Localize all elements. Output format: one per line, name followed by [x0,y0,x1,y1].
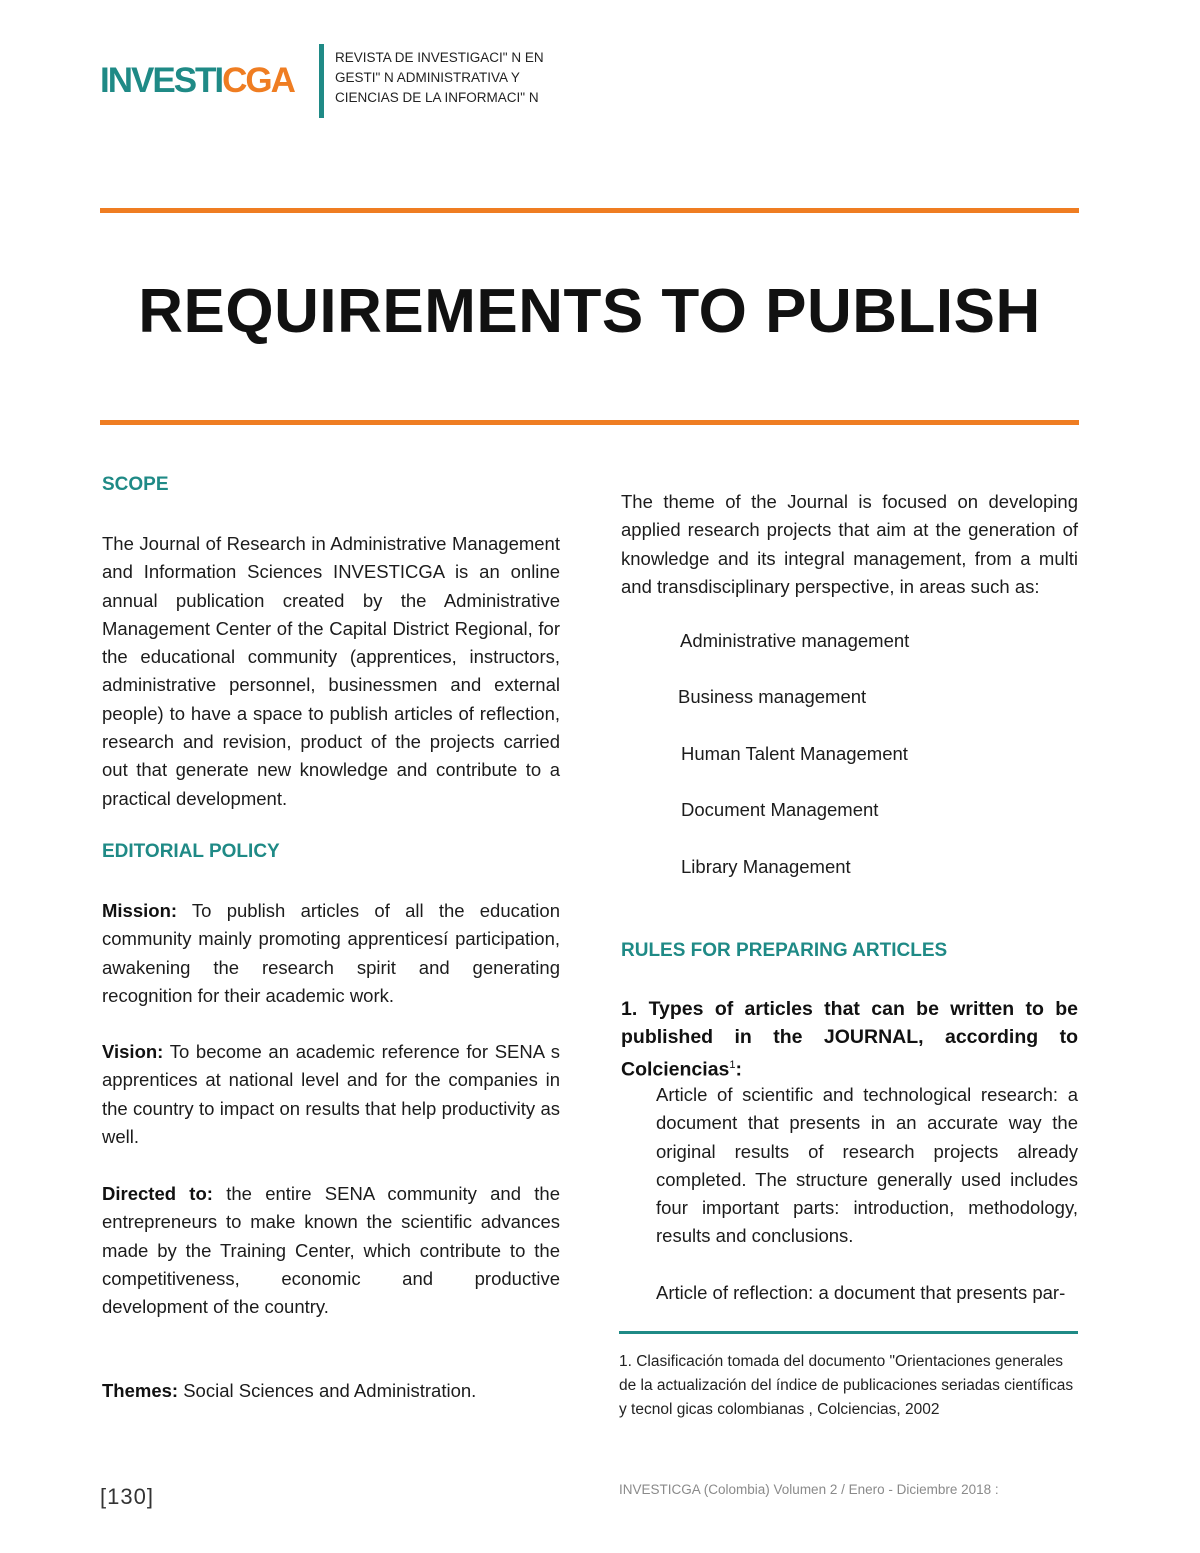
scope-paragraph: The Journal of Research in Administrative Management and Information Sciences INVESTICGA is an online annual publication created by the Administrative Management Center of the Capital District Regional, for the educational community (apprentices, instructors, administrative personnel, businessmen and external people) to have a space to publish articles of reflection, research and revision, product of the projects carried out that generate new knowledge and contribute to a practical development. [102,533,560,809]
footer-citation: INVESTICGA (Colombia) Volumen 2 / Enero - Diciembre 2018 : [619,1482,999,1497]
mission-text: To publish articles of all the education community mainly promoting apprenticesí participation, awakening the research spirit and generating recognition for their academic work. [102,900,560,1006]
rules-heading: RULES FOR PREPARING ARTICLES [621,940,948,961]
footnote: 1. Clasificación tomada del documento "Orientaciones generales de la actualización del índice de publicaciones seriadas científicas y tecnol gicas colombianas , Colciencias, 2002 [619,1353,1074,1418]
themes-paragraph [102,1377,560,1405]
editorial-policy-heading: EDITORIAL POLICY [102,841,280,862]
page-title: REQUIREMENTS TO PUBLISH [138,277,1041,346]
mission-label: Mission: [102,900,178,921]
footnote-rule [619,1331,1078,1334]
directed-paragraph [102,1180,560,1321]
article-types-heading-text: 1. Types of articles that can be written to be published in the JOURNAL, according to Colciencias [621,998,1078,1081]
scope-heading: SCOPE [102,474,169,495]
title-rule-bottom [100,420,1079,425]
area-list-item: Human Talent Management [681,743,908,764]
footnote-ref: 1 [729,1059,736,1071]
article-type-reflection: Article of reflection: a document that presents par- [656,1282,1066,1303]
directed-label: Directed to: [102,1183,213,1204]
area-list-item: Document Management [681,799,879,820]
article-types-heading-colon: : [735,1058,743,1081]
header-divider [319,44,324,118]
page-number: [130] [100,1484,154,1509]
themes-label: Themes: [102,1380,179,1401]
article-types-heading [621,995,1078,1084]
svg-text:INVESTICGA: INVESTICGA [100,61,294,100]
article-type-research: Article of scientific and technological research: a document that presents in an accurate way the original results of research projects already completed. The structure generally used includes four important parts: introduction, methodology, results and conclusions. [656,1084,1078,1247]
journal-logo [100,60,300,100]
theme-paragraph: The theme of the Journal is focused on developing applied research projects that aim at the generation of knowledge and its integral management, from a multi and transdisciplinary perspective, in areas such as: [621,491,1078,597]
themes-text: Social Sciences and Administration. [178,1380,477,1401]
directed-text: the entire SENA community and the entrepreneurs to make known the scientific advances made by the Training Center, which contribute to the competitiveness, economic and productive development of the country. [102,1183,560,1318]
mission-paragraph [102,897,560,1010]
journal-name [335,48,544,108]
journal-name-line: REVISTA DE INVESTIGACI" N EN [335,50,544,65]
journal-name-line: GESTI" N ADMINISTRATIVA Y [335,70,520,85]
vision-label: Vision: [102,1041,164,1062]
area-list-item: Business management [678,686,867,707]
vision-paragraph [102,1038,560,1151]
title-rule-top [100,208,1079,213]
journal-name-line: CIENCIAS DE LA INFORMACI" N [335,90,539,105]
area-list-item: Library Management [681,856,851,877]
area-list-item: Administrative management [680,630,910,651]
vision-text: To become an academic reference for SENA s apprentices at national level and for the companies in the country to impact on results that help productivity as well. [102,1041,560,1147]
